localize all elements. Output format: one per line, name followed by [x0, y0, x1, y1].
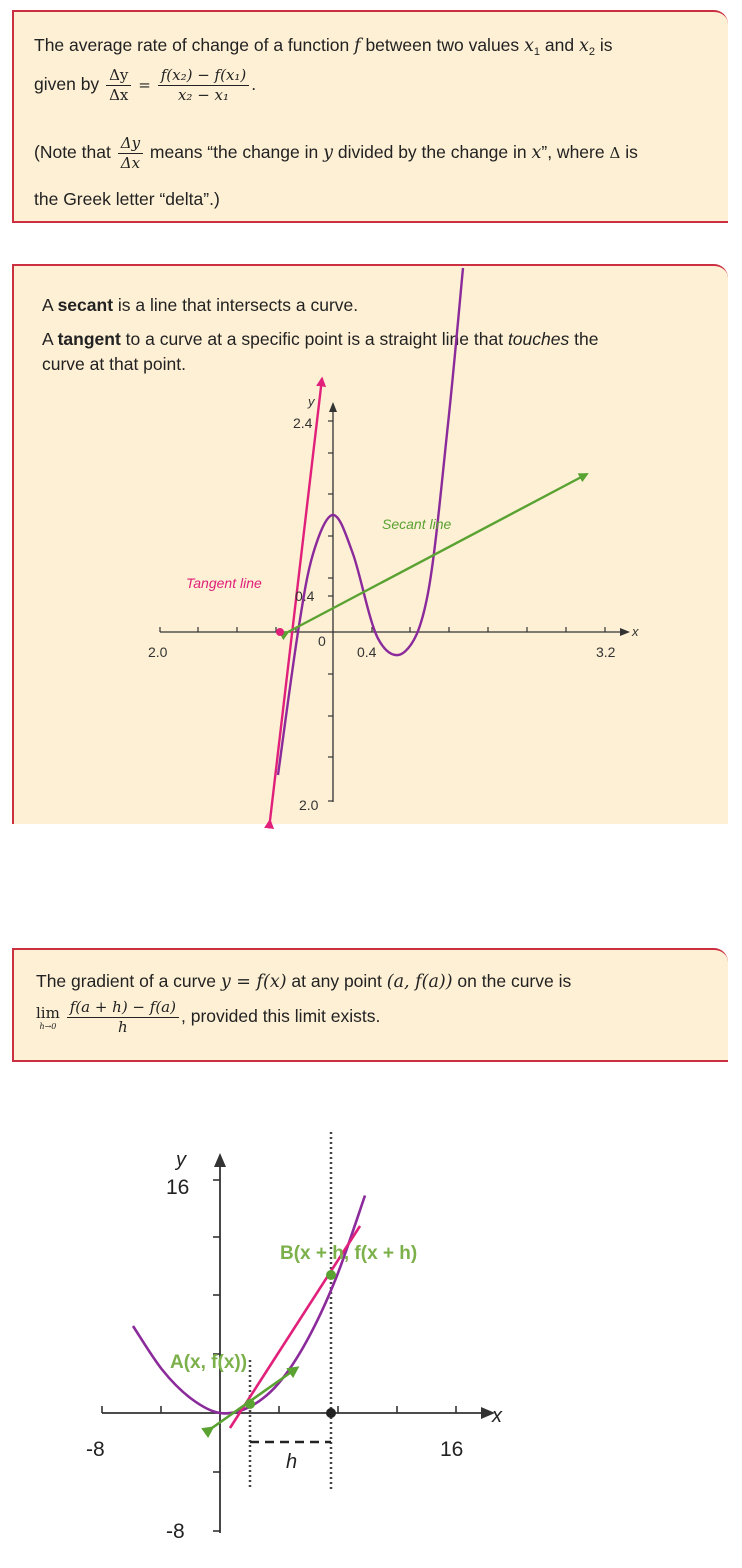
text: .	[251, 74, 257, 95]
tick-marks	[102, 1180, 456, 1531]
text: The gradient of a curve	[36, 971, 216, 991]
x-tick-label: 0	[318, 633, 326, 649]
numerator: Δy	[118, 134, 143, 154]
term-secant: secant	[57, 295, 114, 315]
text: , provided this limit exists.	[180, 1006, 381, 1027]
tick-marks	[160, 421, 605, 801]
text: given by	[34, 74, 100, 95]
math-f: f	[354, 36, 361, 56]
math-x2: x	[579, 36, 589, 56]
emphasis: touches	[507, 329, 570, 349]
text: is	[599, 35, 613, 55]
tangent-line	[212, 1368, 297, 1428]
point-b	[326, 1270, 336, 1280]
box3-line1	[36, 970, 571, 993]
x-axis-label: x	[632, 624, 639, 639]
text: between two values	[365, 35, 520, 55]
math-point: (a, f(a))	[386, 972, 453, 992]
text: A	[42, 329, 58, 349]
text: means “the change in	[149, 142, 319, 163]
denominator: x₂ − x₁	[177, 86, 230, 104]
tangent-point	[276, 628, 284, 636]
y-tick-label: 0.4	[295, 588, 315, 604]
math-x: x	[531, 143, 542, 164]
text: on the curve is	[457, 971, 572, 991]
math-x1: x	[524, 36, 534, 56]
text: A	[42, 295, 58, 315]
box3-line2	[36, 998, 380, 1037]
fraction-difference-quotient	[67, 998, 179, 1037]
denominator: Δx	[109, 86, 129, 104]
text: The average rate of change of a function	[34, 35, 350, 55]
numerator: f(x₂) − f(x₁)	[158, 66, 250, 86]
term-tangent: tangent	[57, 329, 121, 349]
math-y: y	[323, 143, 333, 164]
numerator: f(a + h) − f(a)	[67, 998, 179, 1018]
x-tick-label: 0.4	[357, 644, 377, 660]
denominator: h	[118, 1018, 128, 1036]
text: (Note that	[34, 142, 111, 163]
text: ”, where	[541, 142, 605, 163]
math-delta: Δ	[609, 144, 621, 163]
y-tick-label: 2.0	[299, 797, 319, 813]
text: to a curve at a specific point is a straight line that	[120, 329, 508, 349]
secant-label: Secant line	[382, 516, 452, 532]
lim-subscript: h→0	[39, 1021, 57, 1031]
subscript: 1	[533, 46, 541, 58]
chart-gradient-limit	[0, 1040, 742, 1568]
text: the	[569, 329, 599, 349]
tangent-label: Tangent line	[186, 575, 262, 591]
y-tick-label: -8	[166, 1520, 185, 1543]
text: is a line that intersects a curve.	[113, 295, 359, 315]
x-tick-label: 16	[440, 1438, 464, 1461]
box1-line4: the Greek letter “delta”.)	[34, 189, 220, 209]
point-x-plus-h	[326, 1408, 336, 1418]
denominator: Δx	[120, 154, 141, 172]
text: divided by the change in	[337, 142, 527, 163]
y-axis-label: y	[308, 394, 315, 409]
box2-line3: curve at that point.	[42, 354, 186, 374]
equals: =	[138, 76, 151, 95]
axes	[160, 404, 628, 802]
text: at any point	[291, 971, 382, 991]
y-axis-label: y	[176, 1149, 186, 1171]
h-label: h	[286, 1451, 298, 1473]
x-tick-label: 2.0	[148, 644, 168, 660]
math-y-equals-fx: y = f(x)	[220, 972, 287, 992]
text: and	[544, 35, 575, 55]
point-b-label: B(x + h, f(x + h)	[280, 1243, 418, 1264]
y-tick-label: 2.4	[293, 415, 313, 431]
limit	[36, 1004, 60, 1032]
subscript: 2	[588, 46, 595, 58]
y-tick-label: 16	[166, 1176, 190, 1199]
x-tick-label: -8	[86, 1438, 105, 1461]
text: is	[625, 142, 638, 163]
axes	[102, 1156, 492, 1533]
x-tick-label: 3.2	[596, 644, 616, 660]
x-axis-label: x	[492, 1405, 502, 1427]
numerator: Δy	[106, 66, 131, 86]
point-a	[245, 1399, 255, 1409]
point-a-label: A(x, f(x))	[170, 1352, 248, 1373]
lim: lim	[36, 1003, 60, 1022]
